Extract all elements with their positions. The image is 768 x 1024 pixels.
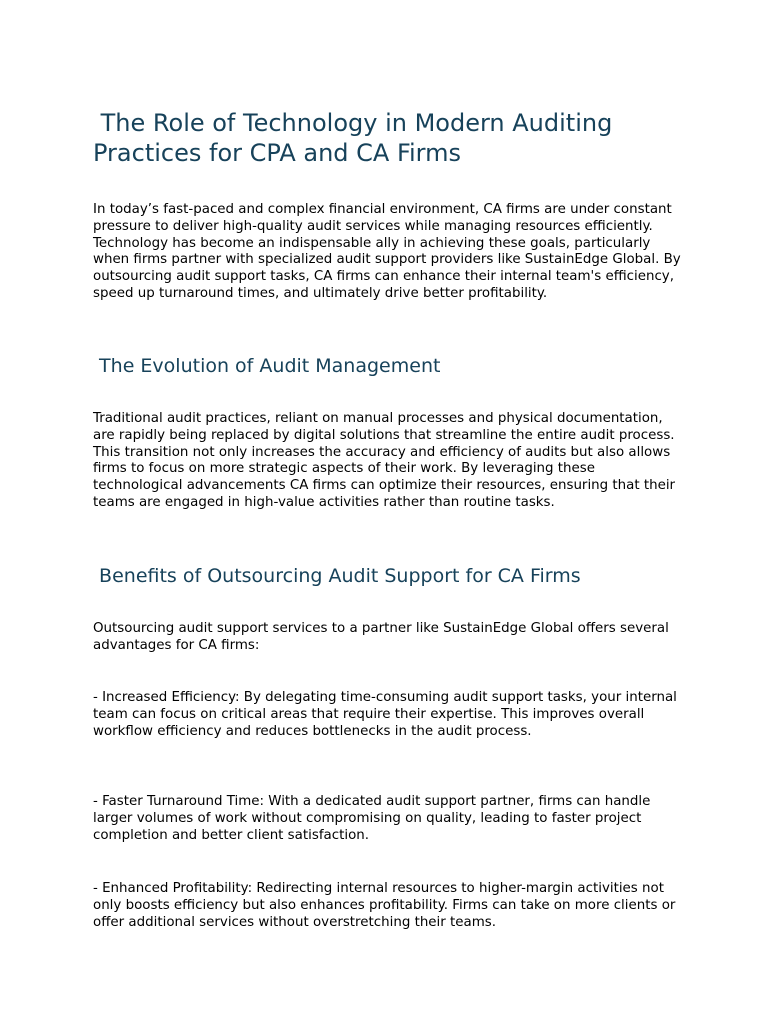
- intro-paragraph: In today’s fast-paced and complex financial environment, CA firms are under constant pressure to deliver high-quality audit services while managing resources efficiently. Technology has become an indispensable ally in achieving these goals, particularly when firms partner with specialized audit support providers like SustainEdge Global. By outsourcing audit support tasks, CA firms can enhance their internal team's efficiency, speed up turnaround times, and ultimately drive better profitability.: [93, 202, 681, 301]
- evolution-paragraph: Traditional audit practices, reliant on manual processes and physical documentation, are rapidly being replaced by digital solutions that streamline the entire audit process. This transition not only increases the accuracy and efficiency of audits but also allows firms to focus on more strategic aspects of their work. By leveraging these technological advancements CA firms can optimize their resources, ensuring that their teams are engaged in high-value activities rather than routine tasks.: [93, 411, 676, 510]
- benefit-item-profitability: - Enhanced Profitability: Redirecting internal resources to higher-margin activities not only boosts efficiency but also enhances profitability. Firms can take on more clients or offer additional services without overstretching their teams.: [93, 881, 676, 930]
- section-heading-evolution: The Evolution of Audit Management: [93, 355, 441, 377]
- benefit-item-turnaround: - Faster Turnaround Time: With a dedicated audit support partner, firms can handle larger volumes of work without compromising on quality, leading to faster project completion and better client satisfaction.: [93, 794, 651, 843]
- section-heading-benefits: Benefits of Outsourcing Audit Support for CA Firms: [93, 565, 581, 587]
- benefits-intro-paragraph: Outsourcing audit support services to a partner like SustainEdge Global offers several advantages for CA firms:: [93, 621, 669, 653]
- document-title: The Role of Technology in Modern Auditing Practices for CPA and CA Firms: [93, 109, 620, 167]
- benefit-item-efficiency: - Increased Efficiency: By delegating time-consuming audit support tasks, your internal team can focus on critical areas that require their expertise. This improves overall workflow efficiency and reduces bottlenecks in the audit process.: [93, 690, 677, 739]
